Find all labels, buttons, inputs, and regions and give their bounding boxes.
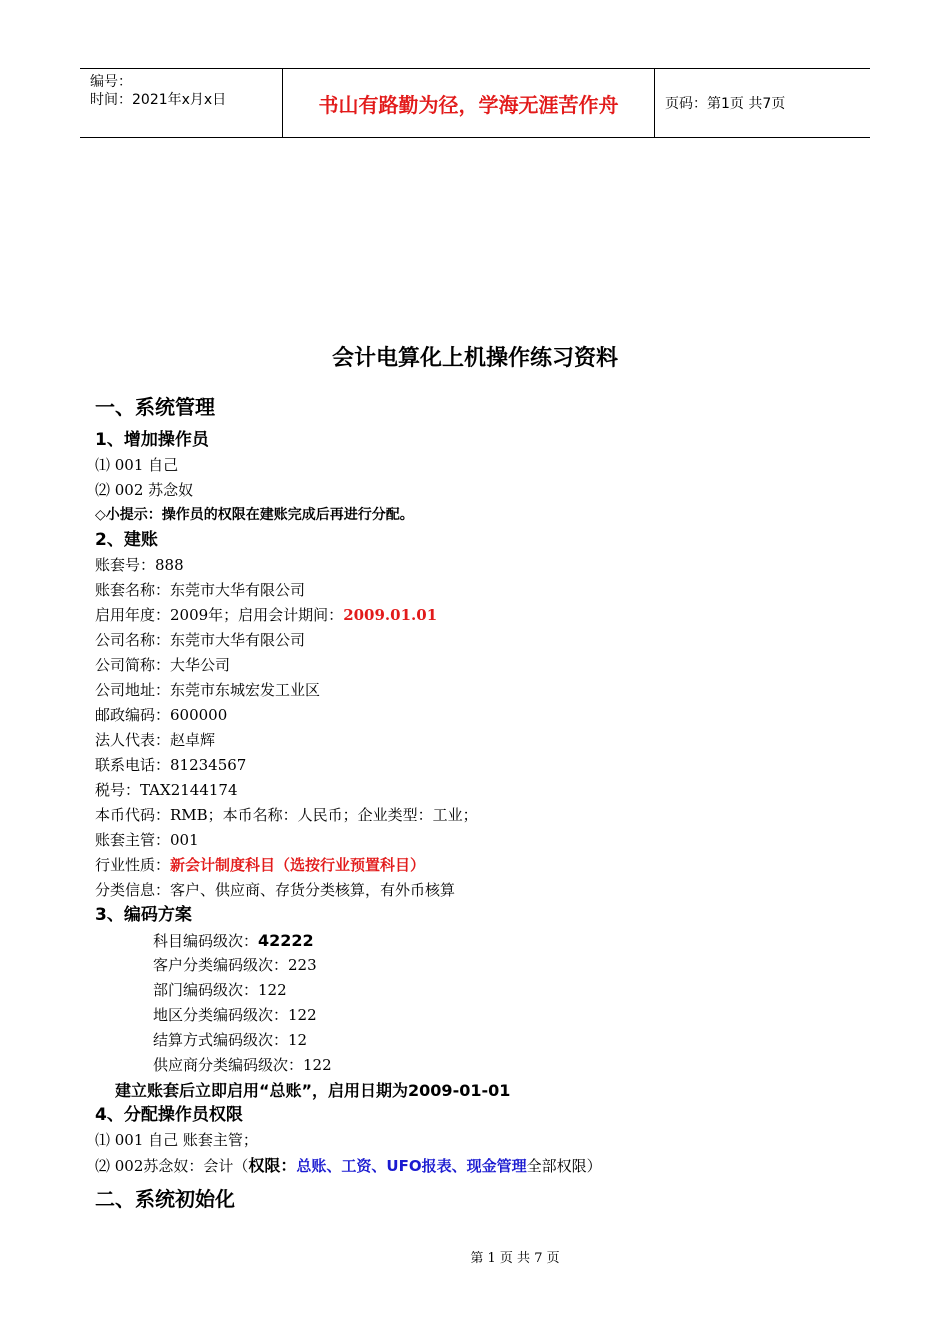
section2-heading: 二、系统初始化 xyxy=(95,1187,235,1211)
sub4-heading: 4、分配操作员权限 xyxy=(95,1105,243,1125)
account-set-number: 账套号：888 xyxy=(95,556,184,574)
postal-code: 邮政编码：600000 xyxy=(95,706,228,724)
motto: 书山有路勤为径，学海无涯苦作舟 xyxy=(282,69,655,137)
time-label: 时间：2021年x月x日 xyxy=(90,92,227,108)
start-period-value: 2009.01.01 xyxy=(343,606,438,624)
number-label: 编号： xyxy=(90,74,132,90)
start-period-prefix: 启用年度：2009年；启用会计期间： xyxy=(95,606,344,624)
header-table xyxy=(80,68,870,138)
permission-bold: 权限： xyxy=(248,1156,297,1175)
document-body xyxy=(95,392,875,1216)
coding-level: 地区分类编码级次：122 xyxy=(153,1006,317,1024)
section1-heading: 一、系统管理 xyxy=(95,395,215,419)
currency-info: 本币代码：RMB；本币名称：人民币；企业类型：工业； xyxy=(95,806,478,824)
account-set-name: 账套名称：东莞市大华有限公司 xyxy=(95,581,306,599)
coding-level: 供应商分类编码级次：122 xyxy=(153,1056,332,1074)
sub2-heading: 2、建账 xyxy=(95,530,158,550)
permission-item: ⑴ 001 自己 账套主管； xyxy=(95,1131,258,1149)
phone: 联系电话：81234567 xyxy=(95,756,247,774)
subject-coding-value: 42222 xyxy=(258,931,314,950)
legal-representative: 法人代表：赵卓辉 xyxy=(95,731,216,749)
header-left-cell xyxy=(80,69,282,137)
coding-level: 客户分类编码级次：223 xyxy=(153,956,317,974)
subject-coding-prefix: 科目编码级次： xyxy=(153,932,259,950)
industry-value: 新会计制度科目（选按行业预置科目） xyxy=(170,856,426,874)
operator-item: ⑵ 002 苏念奴 xyxy=(95,481,194,499)
coding-level: 部门编码级次：122 xyxy=(153,981,287,999)
company-name: 公司名称：东莞市大华有限公司 xyxy=(95,631,306,649)
classification-info: 分类信息：客户、供应商、存货分类核算，有外币核算 xyxy=(95,881,456,899)
company-short-name: 公司简称：大华公司 xyxy=(95,656,231,674)
account-supervisor: 账套主管：001 xyxy=(95,831,199,849)
permission-item-2 xyxy=(95,1153,875,1178)
sub3-heading: 3、编码方案 xyxy=(95,905,192,925)
industry-line xyxy=(95,853,875,878)
start-period-line xyxy=(95,603,875,628)
page-info: 页码：第1页 共7页 xyxy=(665,96,786,112)
page-footer: 第 1 页 共 7 页 xyxy=(470,1251,560,1266)
start-note: 建立账套后立即启用“总账”，启用日期为2009-01-01 xyxy=(115,1081,511,1100)
coding-level: 结算方式编码级次：12 xyxy=(153,1031,308,1049)
subject-coding-line xyxy=(95,928,875,953)
permission-modules: 总账、工资、UFO报表、现金管理 xyxy=(296,1157,527,1175)
tip-text: ◇小提示：操作员的权限在建账完成后再进行分配。 xyxy=(95,507,414,523)
company-address: 公司地址：东莞市东城宏发工业区 xyxy=(95,681,321,699)
operator-item: ⑴ 001 自己 xyxy=(95,456,179,474)
permission-suffix: 全部权限） xyxy=(526,1157,602,1175)
sub1-heading: 1、增加操作员 xyxy=(95,430,209,450)
permission-prefix: ⑵ 002苏念奴：会计（ xyxy=(95,1157,249,1175)
tax-number: 税号：TAX2144174 xyxy=(95,781,238,799)
document-title: 会计电算化上机操作练习资料 xyxy=(331,346,618,371)
industry-prefix: 行业性质： xyxy=(95,856,171,874)
